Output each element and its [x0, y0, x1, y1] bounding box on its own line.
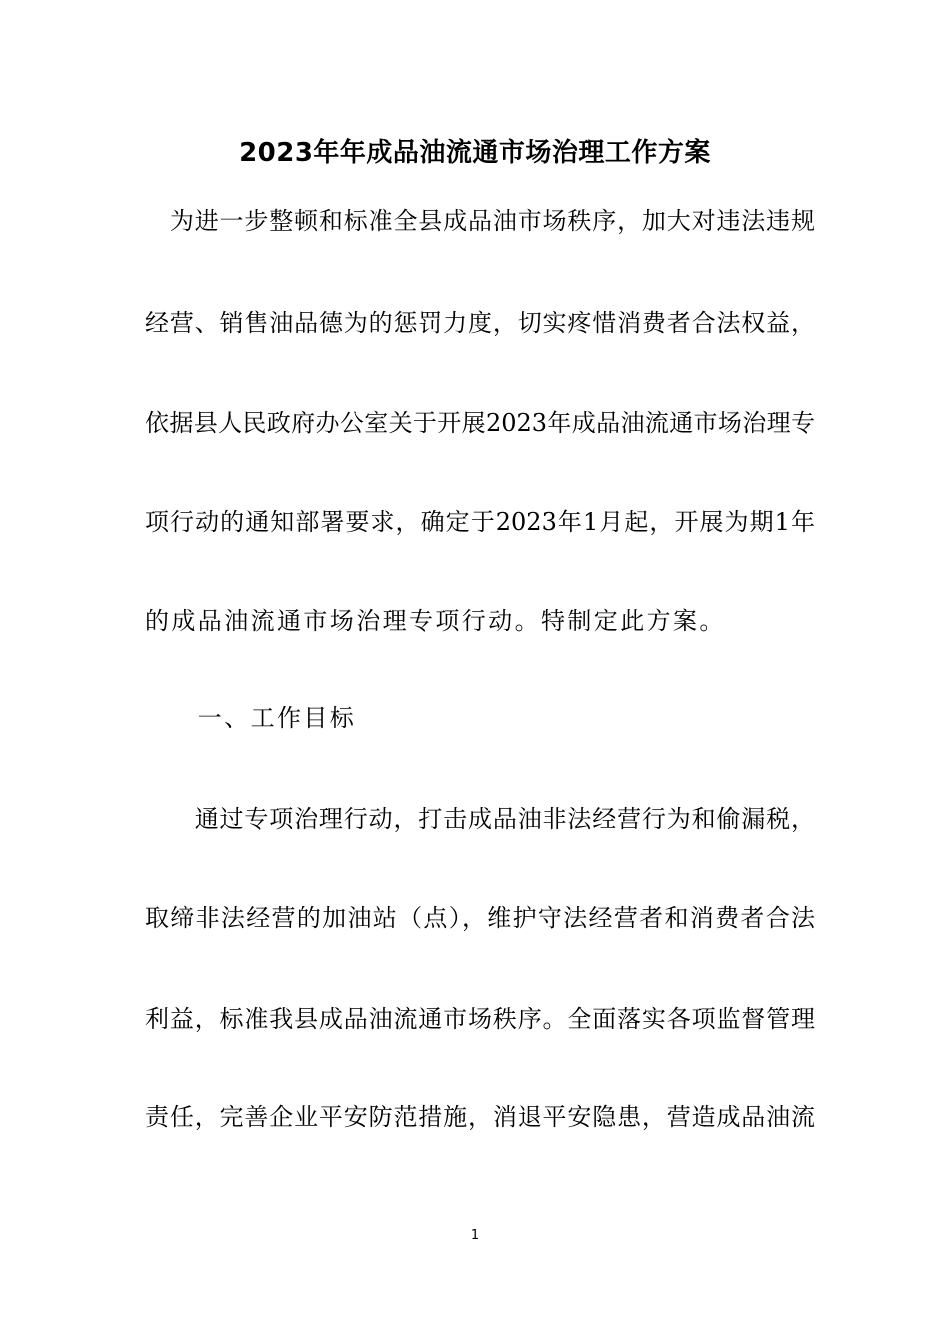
- paragraph-line: 责任，完善企业平安防范措施，消退平安隐患，营造成品油流: [145, 1103, 815, 1131]
- paragraph-line: 利益，标准我县成品油流通市场秩序。全面落实各项监督管理: [145, 1005, 815, 1033]
- paragraph-line: 的成品油流通市场治理专项行动。特制定此方案。: [145, 607, 726, 635]
- paragraph-line: 为进一步整顿和标准全县成品油市场秩序，加大对违法违规: [145, 207, 815, 235]
- paragraph-line: 通过专项治理行动，打击成品油非法经营行为和偷漏税，: [145, 805, 815, 833]
- paragraph-line: 经营、销售油品德为的惩罚力度，切实疼惜消费者合法权益，: [145, 309, 815, 337]
- section-heading: 一、工作目标: [145, 704, 357, 732]
- page-number: 1: [470, 1228, 480, 1243]
- document-title: 2023年年成品油流通市场治理工作方案: [239, 138, 711, 168]
- paragraph-line: 依据县人民政府办公室关于开展2023年成品油流通市场治理专: [145, 409, 815, 437]
- paragraph-line: 项行动的通知部署要求，确定于2023年1月起，开展为期1年: [145, 508, 815, 536]
- paragraph-line: 取缔非法经营的加油站（点），维护守法经营者和消费者合法: [145, 904, 815, 932]
